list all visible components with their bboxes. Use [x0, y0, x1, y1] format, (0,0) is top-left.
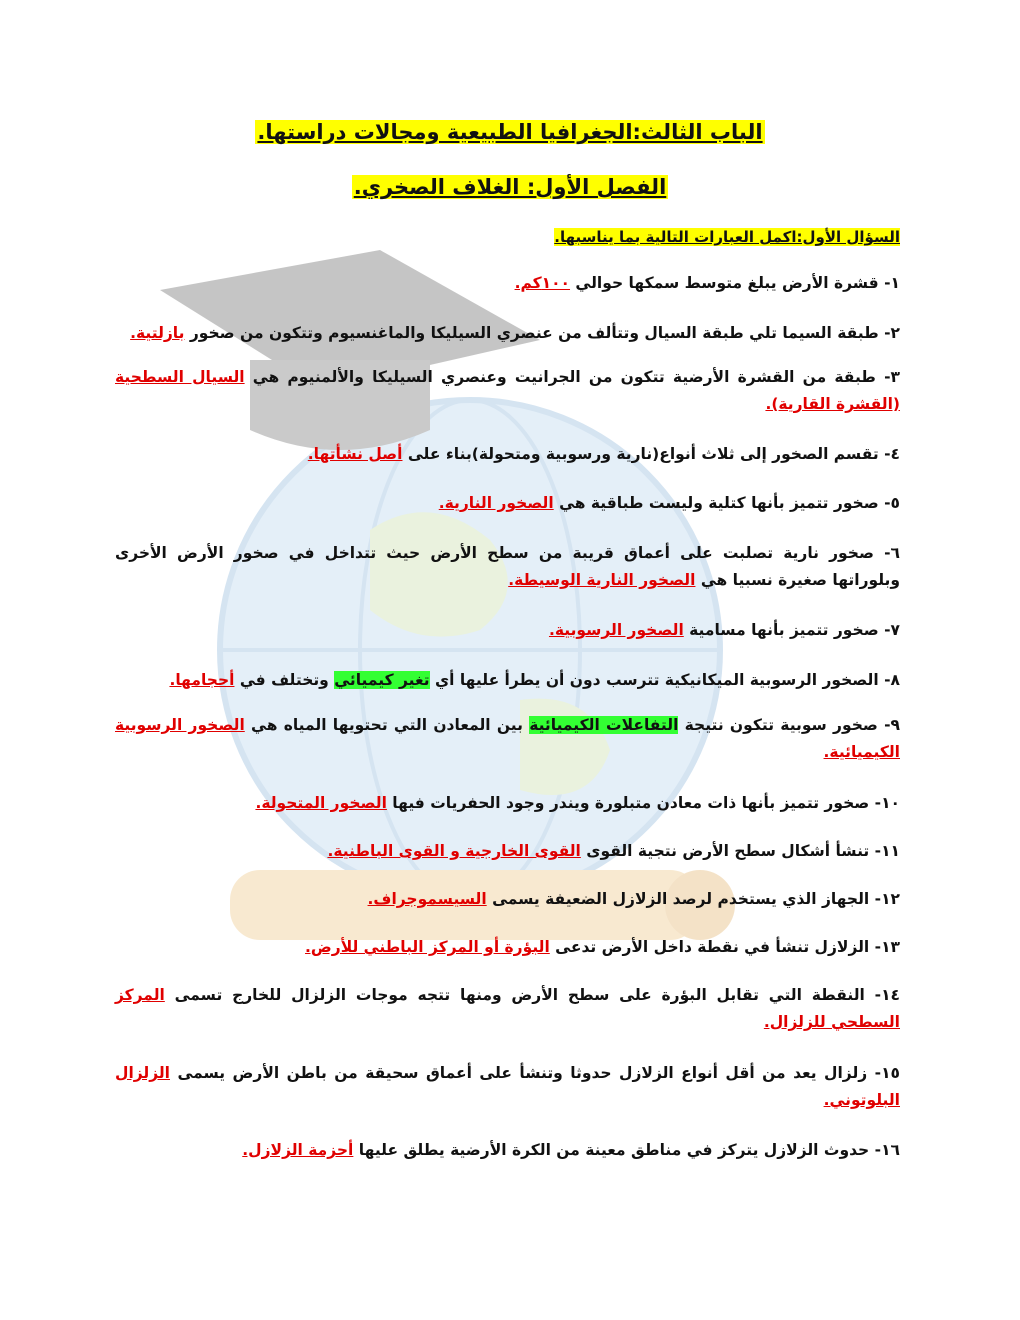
item-text: الجهاز الذي يستخدم لرصد الزلازل الضعيفة يسمى [486, 890, 870, 908]
item-answer: الصخور النارية الوسيطة. [508, 571, 696, 589]
item-number: ٩- [877, 716, 900, 734]
item-answer: الزلزال البلوتوني. [115, 1064, 900, 1109]
item-text-continued: بين المعادن التي تحتويها المياه هي [244, 716, 530, 734]
list-item [115, 617, 900, 644]
list-item [115, 364, 900, 418]
item-number: ١٢- [869, 890, 900, 908]
chapter-title: الباب الثالث:الجغرافيا الطبيعية ومجالات دراستها. [257, 120, 763, 144]
item-answer: أصل نشأتها. [307, 445, 403, 463]
item-highlight: التفاعلات الكيميائية [529, 716, 679, 734]
item-text: تقسم الصخور إلى ثلاث أنواع(نارية ورسوبية ومتحولة)بناء على [402, 445, 879, 463]
item-answer: الصخور الرسوبية. [548, 621, 684, 639]
item-text: صخور تتميز بأنها ذات معادن متبلورة ويندر وجود الحفريات فيها [386, 794, 870, 812]
item-number: ٣- [875, 368, 900, 386]
item-text-continued: وتختلف في [234, 671, 335, 689]
item-highlight: تغير كيميائي [334, 671, 430, 689]
item-number: ٦- [873, 544, 900, 562]
question-title: السؤال الأول:اكمل العبارات التالية بما يناسبها. [554, 228, 900, 246]
item-answer: البؤرة أو المركز الباطني للأرض. [305, 938, 550, 956]
item-text: الصخور الرسوبية الميكانيكية تترسب دون أن يطرأ عليها أي [429, 671, 879, 689]
item-text: النقطة التي تقابل البؤرة على سطح الأرض ومنها تتجه موجات الزلزال للخارج تسمى [164, 986, 865, 1004]
item-number: ١٥- [867, 1064, 900, 1082]
item-text: صخور سوبية تتكون نتيجة [678, 716, 878, 734]
item-number: ٧- [878, 621, 900, 639]
list-item [115, 1137, 900, 1164]
list-item [115, 270, 900, 297]
list-item [115, 490, 900, 517]
item-text: صخور تتميز بأنها كتلية وليست طباقية هي [553, 494, 879, 512]
item-text: طبقة من القشرة الأرضية تتكون من الجرانيت وعنصري السيليكا والألمنيوم هي [244, 368, 876, 386]
item-text: زلزال يعد من أقل أنواع الزلازل حدوثا وتنشأ على أعماق سحيقة من باطن الأرض يسمى [170, 1064, 868, 1082]
item-answer: السيسموجراف. [367, 890, 487, 908]
item-text: تنشأ أشكال سطح الأرض نتجية القوى [580, 842, 870, 860]
list-item [115, 320, 900, 347]
list-item [115, 790, 900, 817]
list-item [115, 838, 900, 865]
item-text: صخور نارية تصلبت على أعماق قريبة من سطح الأرض حيث تتداخل في صخور الأرض الأخرى وبلوراتها صغيرة نسبيا هي [115, 544, 900, 589]
item-number: ٨- [878, 671, 900, 689]
item-number: ٥- [878, 494, 900, 512]
item-text: صخور تتميز بأنها مسامية [683, 621, 879, 639]
item-answer: ١٠٠كم. [514, 274, 571, 292]
item-number: ١٣- [869, 938, 900, 956]
item-answer: القوى الخارجية و القوى الباطنية. [327, 842, 581, 860]
item-number: ١- [878, 274, 900, 292]
item-answer: الصخور المتحولة. [255, 794, 387, 812]
item-text: قشرة الأرض يبلغ متوسط سمكها حوالي [570, 274, 879, 292]
list-item [115, 982, 900, 1036]
item-answer: السيال السطحية (القشرة القارية). [115, 368, 900, 413]
item-answer: أحجامها. [169, 671, 235, 689]
item-text: حدوث الزلازل يتركز في مناطق معينة من الكرة الأرضية يطلق عليها [353, 1141, 870, 1159]
item-answer: بازلتية. [130, 324, 185, 342]
list-item [115, 886, 900, 913]
item-number: ١٤- [864, 986, 900, 1004]
list-item [115, 1060, 900, 1114]
list-item [115, 540, 900, 594]
item-number: ١٦- [869, 1141, 900, 1159]
item-answer: أحزمة الزلازل. [242, 1141, 354, 1159]
item-answer: الصخور الرسوبية الكيميائية. [115, 716, 900, 761]
item-text: طبقة السيما تلي طبقة السيال وتتألف من عنصري السيليكا والماغنسيوم وتتكون من صخور [184, 324, 879, 342]
item-number: ١١- [869, 842, 900, 860]
item-number: ٤- [878, 445, 900, 463]
list-item [115, 441, 900, 468]
item-text: الزلازل تنشأ في نقطة داخل الأرض تدعى [549, 938, 870, 956]
item-number: ١٠- [869, 794, 900, 812]
item-answer: الصخور النارية. [438, 494, 554, 512]
list-item [115, 667, 900, 694]
list-item [115, 712, 900, 766]
item-answer: المركز السطحي للزلزال. [115, 986, 900, 1031]
section-title: الفصل الأول: الغلاف الصخري. [353, 175, 667, 199]
list-item [115, 934, 900, 961]
item-number: ٢- [878, 324, 900, 342]
